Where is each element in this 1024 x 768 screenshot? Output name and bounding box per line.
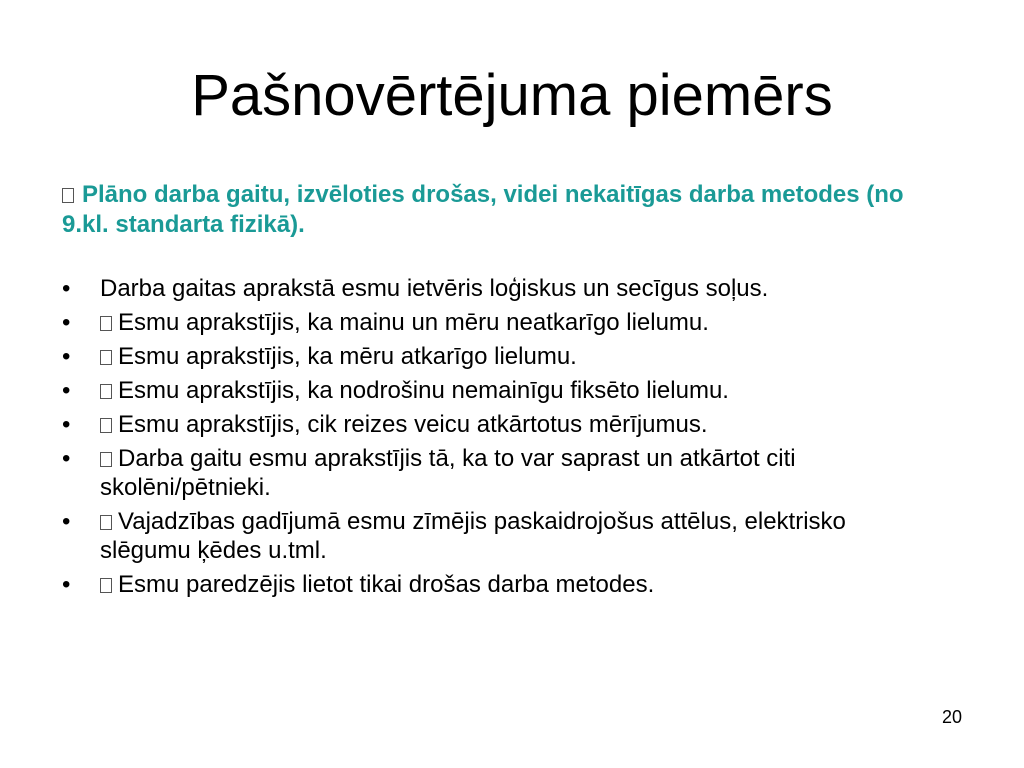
list-item <box>62 308 942 337</box>
list-item-text: Esmu aprakstījis, ka mainu un mēru neatkarīgo lielumu. <box>118 309 709 336</box>
list-item-text: Esmu aprakstījis, ka mēru atkarīgo lielumu. <box>118 343 577 370</box>
checkbox-icon <box>100 515 112 530</box>
criteria-list <box>62 274 942 604</box>
list-item-text: Darba gaitu esmu aprakstījis tā, ka to var saprast un atkārtot citi skolēni/pētnieki. <box>100 445 796 501</box>
bullet-icon: • <box>62 275 71 302</box>
list-item-text: Vajadzības gadījumā esmu zīmējis paskaidrojošus attēlus, elektrisko slēgumu ķēdes u.tml. <box>100 508 846 564</box>
intro-statement <box>62 180 942 240</box>
list-item <box>62 376 942 405</box>
bullet-icon: • <box>62 411 71 438</box>
slide-title: Pašnovērtējuma piemērs <box>191 63 833 128</box>
list-item-text: Esmu paredzējis lietot tikai drošas darba metodes. <box>118 571 655 598</box>
intro-text: Plāno darba gaitu, izvēloties drošas, videi nekaitīgas darba metodes (no 9.kl. standarta fizikā). <box>62 181 904 238</box>
checkbox-icon <box>100 350 112 365</box>
list-item-text: Esmu aprakstījis, cik reizes veicu atkārtotus mērījumus. <box>118 411 708 438</box>
list-item <box>62 274 942 303</box>
checkbox-icon <box>100 452 112 467</box>
bullet-icon: • <box>62 309 71 336</box>
list-item <box>62 507 942 565</box>
list-item-text: Esmu aprakstījis, ka nodrošinu nemainīgu fiksēto lielumu. <box>118 377 729 404</box>
page-number: 20 <box>941 707 962 727</box>
checkbox-icon <box>62 188 74 203</box>
bullet-icon: • <box>62 445 71 472</box>
list-item-text: Darba gaitas aprakstā esmu ietvēris loģiskus un secīgus soļus. <box>100 275 769 302</box>
bullet-icon: • <box>62 343 71 370</box>
list-item <box>62 410 942 439</box>
bullet-icon: • <box>62 377 71 404</box>
bullet-icon: • <box>62 508 71 535</box>
checkbox-icon <box>100 316 112 331</box>
checkbox-icon <box>100 578 112 593</box>
checkbox-icon <box>100 384 112 399</box>
checkbox-icon <box>100 418 112 433</box>
list-item <box>62 342 942 371</box>
bullet-icon: • <box>62 571 71 598</box>
list-item <box>62 570 942 599</box>
list-item <box>62 444 942 502</box>
